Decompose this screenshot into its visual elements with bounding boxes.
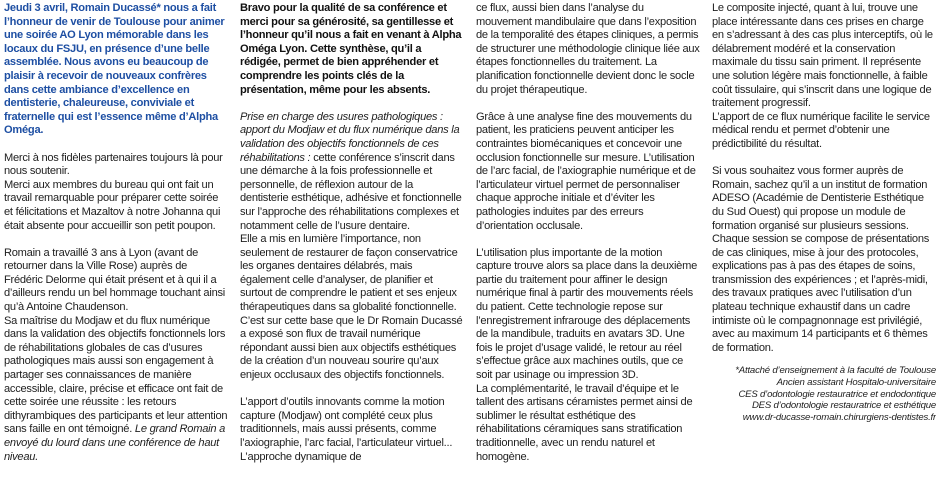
column-1 [4, 2, 228, 493]
paragraph: Romain a travaillé 3 ans à Lyon (avant de retourner dans la Ville Rose) auprès de Frédéric Delorme qui était présent et à qui il a d’ailleurs rendu un bel hommage touchant ainsi qu’à Antoine Chaudenson. [4, 246, 225, 314]
paragraph [4, 315, 228, 465]
paragraph: Le composite injecté, quant à lui, trouve une place intéressante dans ces prises en charge en s’adressant à des cas plus interceptifs, où le délabrement modéré et la conservation maximale du tissu sain priment. Il représente une solution légère mais fonctionnelle, à faible coût tissulaire, qui s’inscrit dans une logique de traitement progressif. [712, 2, 933, 110]
italic-sentence: Le grand Romain a envoyé du lourd dans une conférence de haut niveau. [4, 423, 226, 463]
paragraph: Grâce à une analyse fine des mouvements du patient, les praticiens peuvent anticiper les contraintes biomécaniques et concevoir une occlusion fonctionnelle sur mesure. L’utilisation de l’arc facial, de l’axiographie numérique et de l’articulateur virtuel permet de personnaliser chaque approche initiale et d’éviter les pathologies induites par des erreurs d’orientation occlusale. [476, 110, 696, 232]
paragraph: Si vous souhaitez vous former auprès de Romain, sachez qu’il a un institut de formation ADESO (Académie de Dentisterie Esthétique du Sud Ouest) qui propose un module de formation organisé sur plusieurs sessions. Chaque session se compose de présentations de cas cliniques, mise à jour des protocoles, explications pas à pas des étapes de soins, transmission des expériences ; et l’après-midi, des travaux pratiques avec l’utilisation d’un plateau technique exhaustif dans un cadre intimiste où le compagnonnage est privilégié, avec au maximum 14 participants et 6 thèmes de formation. [712, 165, 930, 354]
paragraph: Merci à nos fidèles partenaires toujours là pour nous soutenir. [4, 151, 223, 178]
intro-paragraph: Jeudi 3 avril, Romain Ducassé* nous a fait l’honneur de venir de Toulouse pour animer une soirée AO Lyon mémorable dans les locaux du FSJU, en présence d’une belle assemblée. Nous avons eu beaucoup de plaisir à recevoir de nouveaux confrères dans cette ambiance d’excellence en dentisterie, chaleureuse, conviviale et fraternelle qui est l’essence même d’Alpha Oméga. [4, 2, 225, 137]
paragraph: L’apport de ce flux numérique facilite le service médical rendu et permet d’obtenir une prédictibilité du résultat. [712, 110, 930, 150]
column-3 [476, 2, 700, 493]
signature-line: Ancien assistant Hospitalo-universitaire [776, 377, 936, 389]
signature-line: CES d’odontologie restauratrice et endodontique [738, 388, 936, 400]
signature-line: DES d’odontologie restauratrice et esthétique [751, 400, 936, 412]
column-4 [712, 2, 936, 493]
column-2 [240, 2, 464, 493]
paragraph: La complémentarité, le travail d’équipe et le tallent des artisans céramistes permet ainsi de sublimer le résultat esthétique des réhabilitations céramiques sans stratification traditionnelle, avec un rendu naturel et homogène. [476, 382, 693, 463]
author-signature [712, 365, 936, 423]
italic-title: Prise en charge des usures pathologiques : apport du Modjaw et du flux numérique dans la validation des objectifs fonctionnels de ces réhabilitations : [240, 110, 460, 164]
paragraph [240, 111, 464, 233]
paragraph-text: Sa maîtrise du Modjaw et du flux numérique dans la validation des objectifs fonctionnels lors de réhabilitations globales de cas d’usures pathologiques mais aussi son engagement à partager ses connaissances de manière accessible, claire, précise et efficace ont fait de cette soirée une réussite : les retours dithyrambiques des participants et leur attention sans faille en ont témoigné. [4, 314, 228, 436]
paragraph-text: cette conférence s’inscrit dans une démarche à la fois professionnelle et personnelle, de réflexion autour de la dentisterie esthétique, adhésive et fonctionnelle sur l’approche des réhabilitations complexes et notamment celle de l’usure dentaire. [240, 151, 462, 232]
paragraph: L’apport d’outils innovants comme la motion capture (Modjaw) ont complété ceux plus traditionnels, mais aussi présents, comme l’axiographie, l’arc facial, l’articulateur virtuel... L’approche dynamique de [240, 396, 453, 463]
signature-website: www.dr-ducasse-romain.chirurgiens-dentistes.fr [742, 411, 936, 423]
paragraph: Merci aux membres du bureau qui ont fait un travail remarquable pour préparer cette soirée et félicitations et Mazaltov à notre Johanna qui était absente pour accueillir son petit poupon. [4, 178, 221, 232]
paragraph: Elle a mis en lumière l’importance, non seulement de restaurer de façon conservatrice les organes dentaires délabrés, mais également celle d’analyser, de planifier et surtout de comprendre le patient et ses enjeux thérapeutiques dans sa globalité fonctionnelle. C’est sur cette base que le Dr Romain Ducassé a exposé son flux de travail numérique répondant aussi bien aux objectifs esthétiques de la création d’un nouveau sourire qu’aux enjeux occlusaux des objectifs fonctionnels. [240, 233, 463, 382]
intro-paragraph: Bravo pour la qualité de sa conférence et merci pour sa générosité, sa gentillesse et l’honneur qu’il nous a fait en venant à Alpha Oméga Lyon. Cette synthèse, qu’il a rédigée, permet de bien appréhender et comprendre les points clés de la présentation, même pour les absents. [240, 2, 462, 96]
paragraph: L’utilisation plus importante de la motion capture trouve alors sa place dans la deuxième partie du traitement pour affiner le design numérique final à partir des mouvements réels du patient. Cette technologie repose sur l’enregistrement infrarouge des déplacements de la mandibule, traduits en avatars 3D. Une fois le projet d’usage validé, le retour au réel s’effectue grâce aux machines outils, que ce soit par usinage ou impression 3D. [476, 246, 697, 382]
paragraph: ce flux, aussi bien dans l’analyse du mouvement mandibulaire que dans l’exposition de la temporalité des étapes cliniques, a permis de structurer une méthodologie clinique liée aux étapes fonctionnelles du traitement. La planification fonctionnelle devient donc le socle du projet thérapeutique. [476, 2, 700, 96]
signature-line: *Attaché d’enseignement à la faculté de Toulouse [735, 365, 936, 377]
